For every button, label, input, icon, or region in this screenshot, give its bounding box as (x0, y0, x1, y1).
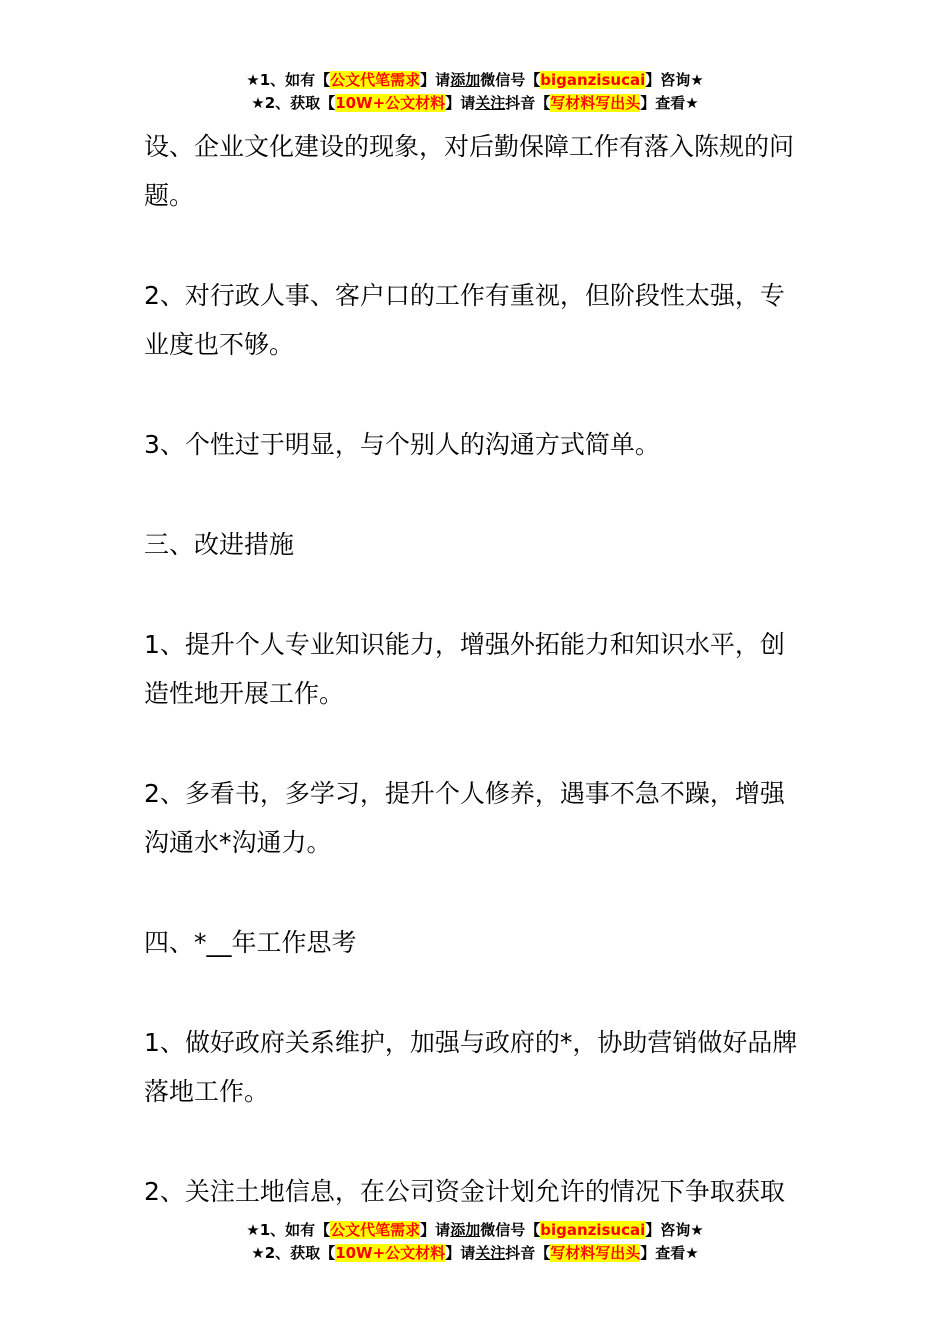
banner-text: 】请 (420, 71, 451, 89)
banner-text: 抖音【 (505, 1244, 551, 1262)
banner-highlight: 公文代笔需求 (330, 1221, 421, 1239)
paragraph: 2、多看书，多学习，提升个人修养，遇事不急不躁，增强沟通水*沟通力。 (144, 779, 785, 857)
banner-underline: 关注 (475, 1244, 506, 1262)
banner-line-1 (0, 69, 950, 92)
banner-underline: 添加 (450, 71, 481, 89)
banner-line-1 (0, 1219, 950, 1242)
banner-highlight: 公文代笔需求 (330, 71, 421, 89)
banner-highlight: 写材料写出头 (550, 1244, 641, 1262)
banner-text: 】查看★ (640, 1244, 699, 1262)
banner-text: 】请 (420, 1221, 451, 1239)
section-heading: 三、改进措施 (144, 530, 295, 559)
banner-text: 】咨询★ (645, 1221, 704, 1239)
banner-highlight: 写材料写出头 (550, 94, 641, 112)
banner-text: 】咨询★ (645, 71, 704, 89)
banner-text: ★1、如有【 (246, 1221, 331, 1239)
banner-text: ★2、获取【 (251, 1244, 336, 1262)
banner-highlight: 10W+公文材料 (335, 1244, 446, 1262)
banner-highlight: 10W+公文材料 (335, 94, 446, 112)
banner-text: 抖音【 (505, 94, 551, 112)
paragraph: 1、提升个人专业知识能力，增强外拓能力和知识水平，创造性地开展工作。 (144, 630, 785, 708)
paragraph: 3、个性过于明显，与个别人的沟通方式简单。 (144, 430, 660, 459)
banner-text: 】请 (445, 94, 476, 112)
banner-highlight: biganzisucai (540, 71, 646, 89)
banner-text: ★2、获取【 (251, 94, 336, 112)
banner-text: 微信号【 (480, 71, 541, 89)
banner-line-2 (0, 1242, 950, 1265)
banner-underline: 添加 (450, 1221, 481, 1239)
banner-text: ★1、如有【 (246, 71, 331, 89)
banner-underline: 关注 (475, 94, 506, 112)
footer-banner (0, 1219, 950, 1265)
paragraph: 设、企业文化建设的现象，对后勤保障工作有落入陈规的问题。 (144, 132, 795, 210)
paragraph: 2、关注土地信息，在公司资金计划允许的情况下争取获取 (144, 1177, 785, 1206)
paragraph: 1、做好政府关系维护，加强与政府的*，协助营销做好品牌落地工作。 (144, 1028, 798, 1106)
banner-text: 】请 (445, 1244, 476, 1262)
document-body (144, 122, 809, 1267)
banner-highlight: biganzisucai (540, 1221, 646, 1239)
banner-text: 微信号【 (480, 1221, 541, 1239)
banner-line-2 (0, 92, 950, 115)
header-banner (0, 69, 950, 115)
section-heading: 四、*__年工作思考 (144, 928, 357, 957)
banner-text: 】查看★ (640, 94, 699, 112)
paragraph: 2、对行政人事、客户口的工作有重视，但阶段性太强，专业度也不够。 (144, 281, 785, 359)
